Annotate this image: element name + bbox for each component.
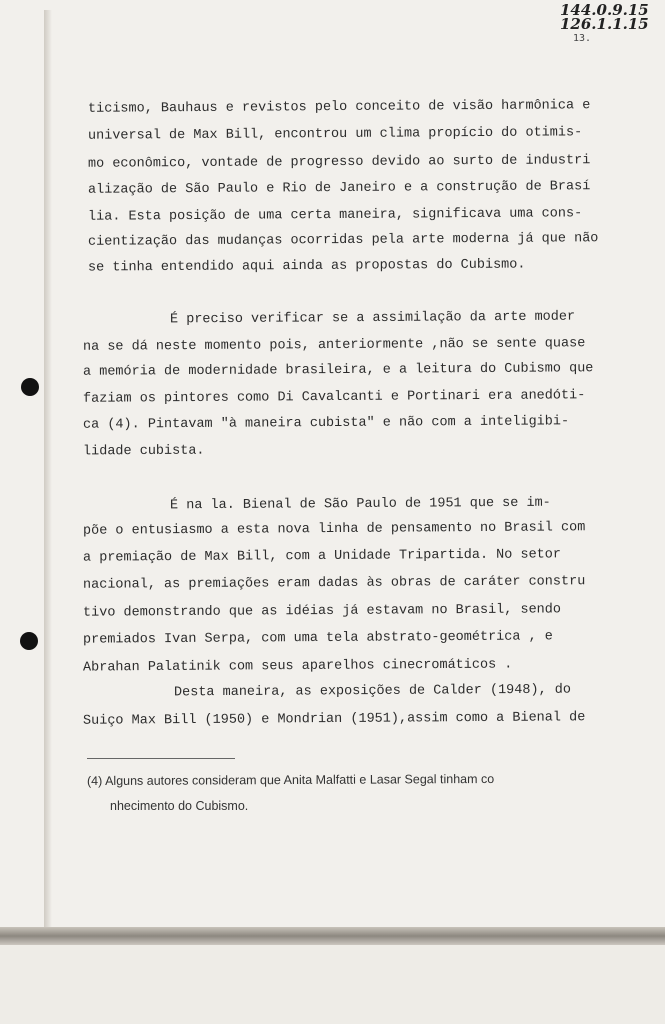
footnote-line: (4) Alguns autores consideram que Anita Malfatti e Lasar Segal tinham co: [86, 771, 495, 789]
text-line: mo econômico, vontade de progresso devido ao surto de industri: [87, 153, 591, 172]
underlying-page: [0, 945, 665, 1024]
text-line: premiados Ivan Serpa, com uma tela abstrato-geométrica , e: [82, 629, 553, 648]
text-line: Suiço Max Bill (1950) e Mondrian (1951),assim como a Bienal de: [82, 710, 586, 729]
punch-hole-top: [21, 378, 39, 396]
text-line: na se dá neste momento pois, anteriormente ,não se sente quase: [82, 336, 586, 355]
text-line: lia. Esta posição de uma certa maneira, significava uma cons-: [87, 206, 583, 225]
text-line: universal de Max Bill, encontrou um clima propício do otimis-: [87, 125, 583, 144]
text-line: a memória de modernidade brasileira, e a leitura do Cubismo que: [82, 361, 594, 380]
archive-reference-1: 144.0.9.15: [560, 1, 649, 19]
text-line: faziam os pintores como Di Cavalcanti e Portinari era anedóti-: [82, 388, 586, 407]
page-number: 13.: [573, 33, 592, 44]
text-line: tivo demonstrando que as idéias já estavam no Brasil, sendo: [82, 602, 562, 621]
text-line: Abrahan Palatinik com seus aparelhos cinecromáticos .: [82, 657, 513, 676]
text-line: ticismo, Bauhaus e revistos pelo conceito de visão harmônica e: [87, 98, 591, 117]
footnote-separator: [87, 758, 235, 759]
text-line: É preciso verificar se a assimilação da arte moder: [169, 309, 576, 328]
text-line: se tinha entendido aqui ainda as propostas do Cubismo.: [87, 257, 526, 276]
text-line: põe o entusiasmo a esta nova linha de pensamento no Brasil com: [82, 520, 586, 539]
text-line: cientização das mudanças ocorridas pela arte moderna já que não: [87, 231, 599, 250]
text-line: nacional, as premiações eram dadas às obras de caráter constru: [82, 574, 586, 593]
text-line: É na la. Bienal de São Paulo de 1951 que se im-: [169, 495, 551, 514]
punch-hole-bottom: [20, 632, 38, 650]
text-line: Desta maneira, as exposições de Calder (1948), do: [173, 682, 572, 701]
text-line: alização de São Paulo e Rio de Janeiro e a construção de Brasí: [87, 179, 591, 198]
text-line: ca (4). Pintavam "à maneira cubista" e não com a inteligibi-: [82, 414, 570, 433]
text-line: lidade cubista.: [82, 443, 205, 460]
page-left-edge-shadow: [44, 10, 52, 930]
archive-reference-2: 126.1.1.15: [560, 15, 649, 33]
text-line: a premiação de Max Bill, com a Unidade Tripartida. No setor: [82, 547, 562, 566]
page-bottom-edge-shadow: [0, 927, 665, 947]
footnote-line: nhecimento do Cubismo.: [110, 799, 249, 813]
